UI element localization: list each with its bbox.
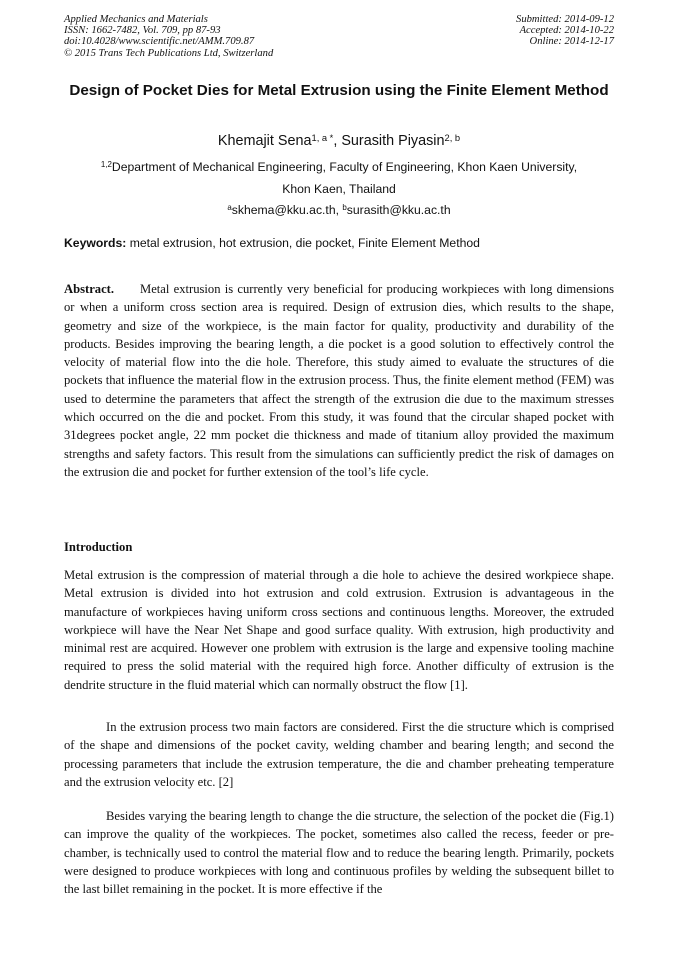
email-a-link[interactable]: skhema@kku.ac.th,: [231, 203, 343, 217]
intro-paragraph-1: Metal extrusion is the compression of material through a die hole to achieve the desired workpiece shape. Metal extrusion is divided into hot extrusion and cold extrusion. Extrusion is advantageous in the manufacture of workpieces having uniform cross sections and continuous lengths. Moreover, the extruded workpiece will have the Near Net Shape and good surface quality. With extrusion, high productivity and minimal rest are acquired. However one problem with extrusion is the large and expensive tooling machine required to press the solid material with the required high force. Another difficulty of extrusion is the dendrite structure in the fluid material which can normally obstruct the flow [1].: [64, 568, 614, 692]
affiliation-line-1: $^{1,2}$Department of Mechanical Engineering, Faculty of Engineering, Khon Kaen University,: [100, 160, 578, 174]
email-b-link[interactable]: surasith@kku.ac.th: [346, 203, 451, 217]
author-2-name: Surasith Piyasin: [341, 133, 445, 149]
keywords: [64, 235, 614, 251]
doi-link[interactable]: doi:10.4028/www.scientific.net/AMM.709.87: [64, 36, 255, 48]
abstract: [64, 280, 614, 481]
author-list: [64, 132, 614, 150]
abstract-text: Metal extrusion is currently very beneficial for producing workpieces with long dimensions or when a uniform cross section area is required. Design of extrusion dies, which results to the shape, geometry and size of the workpiece, is the main factor for quality, productivity and durability of the products. Besides improving the bearing length, a die pocket is a good solution to effectively control the velocity of material flow into the die hole. Therefore, this study aimed to evaluate the structures of die pockets that influence the material flow in the extrusion process. Thus, the finite element method (FEM) was used to determine the parameters that affect the strength of the extrusion die due to the maximum stresses which occurred on the die and pocket. From this study, it was found that the circular shaped pocket with 31degrees pocket angle, 22 mm pocket die thickness and made of titanium alloy provided the maximum strengths and safety factors. This result from the simulations can sufficiently predict the risk of damages on the extrusion die and pocket for further extension of the tool’s life cycle.: [64, 282, 614, 479]
author-separator: ,: [333, 133, 342, 149]
affiliation-line-2: Khon Kaen, Thailand: [282, 181, 396, 196]
keywords-text: metal extrusion, hot extrusion, die pocket, Finite Element Method: [126, 236, 480, 250]
issn-volume: ISSN: 1662-7482, Vol. 709, pp 87-93: [64, 25, 221, 37]
affiliation-sup: 1,2: [100, 160, 112, 170]
author-2-affil: 2, b: [444, 132, 461, 143]
online-date: Online: 2014-12-17: [529, 36, 614, 48]
paper-title: Design of Pocket Dies for Metal Extrusion using the Finite Element Method: [69, 82, 609, 99]
author-emails: $^a$skhema@kku.ac.th, $^b$surasith@kku.ac.th: [227, 203, 451, 217]
journal-info: [64, 14, 273, 59]
abstract-label: Abstract.: [64, 282, 115, 296]
section-heading-introduction: Introduction: [64, 540, 133, 554]
publication-dates: [516, 14, 614, 48]
author-1-affil: 1, a *: [311, 132, 334, 143]
copyright: © 2015 Trans Tech Publications Ltd, Switzerland: [64, 47, 274, 59]
intro-paragraph-3: Besides varying the bearing length to change the die structure, the selection of the pocket die (Fig.1) can improve the quality of the workpieces. The pocket, sometimes also called the recess, feeder or pre-chamber, is technically used to control the material flow and to reduce the bearing length. Primarily, pockets were designed to produce workpieces with long and continuous profiles by welding the subsequent billet to the last billet remaining in the pocket. It is more effective if the: [64, 809, 614, 897]
keywords-label: Keywords:: [64, 236, 127, 250]
accepted-date: Accepted: 2014-10-22: [519, 25, 614, 37]
submitted-date: Submitted: 2014-09-12: [516, 14, 614, 25]
author-1-name: Khemajit Sena: [217, 133, 312, 149]
journal-name: Applied Mechanics and Materials: [64, 14, 208, 25]
affiliation: [64, 157, 614, 222]
intro-paragraph-2: In the extrusion process two main factors are considered. First the die structure which is comprised of the shape and dimensions of the pocket cavity, welding chamber and bearing length; and second the processing parameters that include the extrusion temperature, the die and chamber preheating temperature and the extrusion velocity etc. [2]: [64, 720, 614, 789]
